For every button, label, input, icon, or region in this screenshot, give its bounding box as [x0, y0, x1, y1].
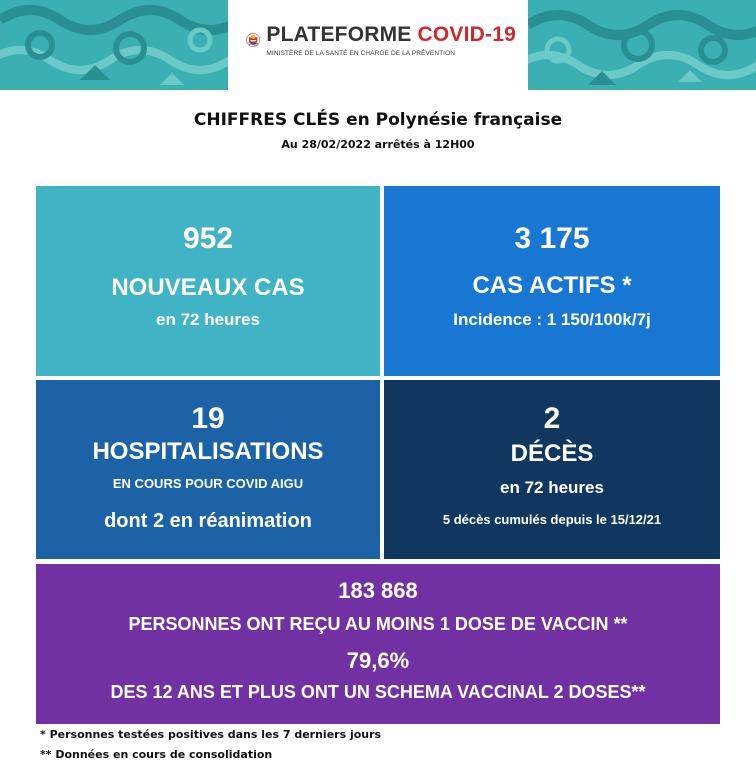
hospitalisations-detail: EN COURS POUR COVID AIGU — [112, 476, 304, 491]
report-date: Au 28/02/2022 arrêtés à 12H00 — [281, 138, 475, 151]
cumulative-deaths: 5 décès cumulés depuis le 15/12/21 — [442, 512, 662, 527]
active-cases-tile — [384, 186, 720, 376]
polynesian-pattern-icon — [0, 0, 228, 90]
hospitalisations-value: 19 — [191, 402, 225, 435]
logo-subtitle: MINISTÈRE DE LA SANTÉ EN CHARGE DE LA PRÉVENTION — [266, 50, 456, 57]
new-cases-label: NOUVEAUX CAS — [111, 274, 305, 301]
new-cases-tile — [36, 186, 380, 376]
new-cases-value: 952 — [182, 222, 234, 255]
page-title: CHIFFRES CLÉS en Polynésie française — [193, 110, 563, 130]
header-banner-left — [0, 0, 228, 90]
vaccination-rate-label: DES 12 ANS ET PLUS ONT UN SCHEMA VACCINAL 2 DOSES** — [110, 682, 646, 702]
deaths-period: en 72 heures — [500, 478, 604, 497]
deaths-value: 2 — [543, 402, 561, 435]
active-cases-label: CAS ACTIFS * — [472, 272, 632, 299]
hospitalisations-label: HOSPITALISATIONS — [92, 438, 324, 465]
footnote-active-cases: * Personnes testées positives dans les 7 derniers jours — [40, 728, 382, 741]
logo-title: PLATEFORME COVID-19 — [266, 23, 516, 46]
header-banner-right — [528, 0, 756, 90]
incidence-rate: Incidence : 1 150/100k/7j — [453, 310, 651, 329]
polynesian-pattern-icon — [528, 0, 756, 90]
icu-count: dont 2 en réanimation — [104, 510, 312, 532]
vaccination-rate: 79,6% — [346, 648, 410, 673]
active-cases-value: 3 175 — [514, 222, 590, 255]
footnote-consolidation: ** Données en cours de consolidation — [40, 748, 273, 761]
new-cases-period: en 72 heures — [156, 310, 260, 329]
platform-logo — [240, 0, 516, 80]
vaccinated-count: 183 868 — [338, 578, 418, 603]
deaths-label: DÉCÈS — [510, 440, 594, 467]
deaths-tile — [384, 380, 720, 559]
hospitalisations-tile — [36, 380, 380, 559]
vaccinated-count-label: PERSONNES ONT REÇU AU MOINS 1 DOSE DE VACCIN ** — [128, 614, 628, 634]
polynesia-emblem-icon — [246, 12, 260, 68]
vaccination-tile — [36, 564, 720, 724]
